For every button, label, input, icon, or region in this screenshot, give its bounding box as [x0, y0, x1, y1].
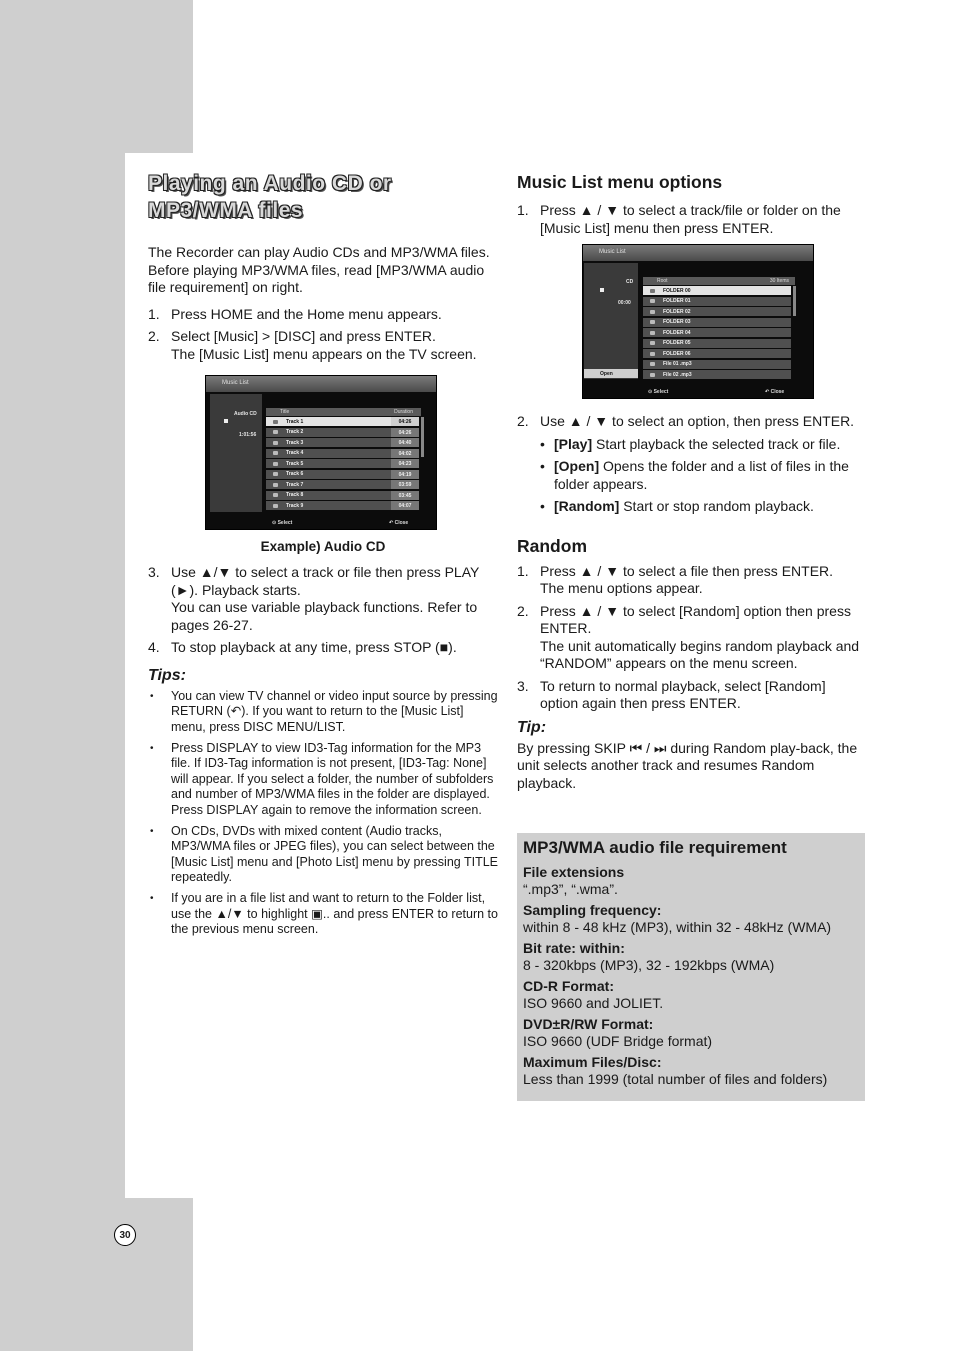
select-hint: ⊙ Select	[272, 520, 293, 526]
disc-label: CD	[626, 279, 634, 285]
page-number: 30	[114, 1224, 136, 1246]
music-list-options-heading: Music List menu options	[517, 172, 723, 192]
track-row[interactable]: Track 9 04:07	[266, 501, 419, 510]
intro-paragraph: The Recorder can play Audio CDs and MP3/WMA files. Before playing MP3/WMA files, read [MP3/WMA audio file requirement] on right.	[148, 244, 490, 295]
folder-row[interactable]: FOLDER 05	[643, 339, 791, 348]
track-icon	[273, 493, 278, 497]
scrollbar[interactable]	[793, 286, 796, 316]
track-icon	[273, 420, 278, 424]
option-item: • [Play] Start playback the selected track or file.	[540, 436, 867, 454]
track-row[interactable]: Track 3 04:40	[266, 438, 419, 447]
tip-item: • Press DISPLAY to view ID3-Tag information for the MP3 file. If ID3-Tag information is not present, [ID3-Tag: None] will appear. If you select a folder, the number of subfolders and number of MP3/WMA files in the folder are displayed. Press DISPLAY again to remove the information screen.	[148, 741, 498, 819]
screen-title: Music List	[583, 245, 813, 261]
screenshot-mp3-list	[582, 244, 814, 399]
track-row[interactable]: Track 6 04:19	[266, 470, 419, 479]
track-icon	[273, 472, 278, 476]
screenshot-audio-cd	[205, 375, 437, 530]
track-row[interactable]: Track 4 04:02	[266, 449, 419, 458]
select-hint: ⊙ Select	[648, 389, 669, 395]
folder-row[interactable]: FOLDER 04	[643, 328, 791, 337]
step-item: 4. To stop playback at any time, press STOP (■).	[148, 639, 457, 655]
left-column	[148, 170, 498, 943]
page-title: Playing an Audio CD or MP3/WMA files	[148, 172, 392, 222]
close-hint: ↶ Close	[389, 520, 409, 526]
scrollbar[interactable]	[421, 417, 424, 457]
folder-icon	[650, 310, 655, 314]
track-row[interactable]: Track 8 03:45	[266, 491, 419, 500]
screen-title: Music List	[206, 376, 436, 392]
tip-item: • You can view TV channel or video input source by pressing RETURN (↶). If you want to return to the [Music List] menu, press DISC MENU/LIST.	[148, 689, 498, 736]
time-readout: 00:00	[618, 300, 631, 306]
options-steps-b	[517, 413, 867, 431]
track-icon	[273, 504, 278, 508]
tip-text: By pressing SKIP ⏮ / ⏭ during Random play-back, the unit selects another track and resumes Random playback.	[517, 739, 858, 791]
random-steps	[517, 563, 867, 713]
file-row[interactable]: File 01 .mp3	[643, 360, 791, 369]
options-list	[540, 436, 867, 516]
step-item: 2. Select [Music] > [DISC] and press ENTER. The [Music List] menu appears on the TV screen.	[148, 328, 477, 362]
folder-row[interactable]: FOLDER 03	[643, 318, 791, 327]
track-row[interactable]: Track 2 04:26	[266, 428, 419, 437]
requirement-item: CD-R Format: ISO 9660 and JOLIET.	[523, 978, 664, 1011]
requirements-box	[517, 833, 865, 1101]
option-item: • [Open] Opens the folder and a list of files in the folder appears.	[540, 458, 867, 493]
file-row[interactable]: File 02 .mp3	[643, 370, 791, 379]
folder-icon	[650, 352, 655, 356]
stop-icon	[224, 419, 228, 423]
requirements-heading: MP3/WMA audio file requirement	[523, 838, 787, 857]
tips-list	[148, 689, 498, 938]
step-item: 3. Use ▲/▼ to select a track or file then press PLAY (►). Playback starts. You can use variable playback functions. Refer to pages 26-27.	[148, 564, 480, 633]
folder-row[interactable]: FOLDER 02	[643, 307, 791, 316]
close-hint: ↶ Close	[765, 389, 785, 395]
step-item: 1. Press HOME and the Home menu appears.	[148, 305, 442, 322]
track-icon	[273, 462, 278, 466]
track-row[interactable]: Track 1 04:26	[266, 417, 419, 426]
tip-item: • On CDs, DVDs with mixed content (Audio tracks, MP3/WMA files or JPEG files), you can select between the [Music List] menu and [Photo List] menu by pressing TITLE repeatedly.	[148, 824, 498, 886]
requirement-item: Sampling frequency: within 8 - 48 kHz (MP3), within 32 - 48kHz (WMA)	[523, 902, 832, 935]
track-icon	[273, 483, 278, 487]
margin-band-left	[0, 153, 125, 1198]
requirement-item: Bit rate: within: 8 - 320kbps (MP3), 32 - 192kbps (WMA)	[523, 940, 775, 973]
screenshot-caption: Example) Audio CD	[260, 539, 386, 554]
folder-row[interactable]: FOLDER 06	[643, 349, 791, 358]
step-item: 3. To return to normal playback, select [Random] option again then press ENTER.	[517, 677, 826, 711]
requirement-item: File extensions “.mp3”, “.wma”.	[523, 864, 625, 897]
options-steps-a	[517, 202, 867, 237]
stop-icon	[600, 288, 604, 292]
track-icon	[273, 451, 278, 455]
folder-icon	[650, 289, 655, 293]
tip-heading: Tip:	[517, 718, 547, 736]
step-item: 1. Press ▲ / ▼ to select a track/file or folder on the [Music List] menu then press ENTER.	[517, 202, 841, 236]
requirement-item: DVD±R/RW Format: ISO 9660 (UDF Bridge format)	[523, 1016, 713, 1049]
margin-band-top	[0, 0, 193, 153]
step-item: 1. Press ▲ / ▼ to select a file then press ENTER. The menu options appear.	[517, 562, 834, 596]
list-header: Title Duration	[266, 408, 421, 416]
margin-band-bottom	[0, 1198, 193, 1351]
folder-row[interactable]: FOLDER 01	[643, 297, 791, 306]
folder-icon	[650, 320, 655, 324]
folder-icon	[650, 331, 655, 335]
steps-list-b	[148, 564, 498, 657]
disc-label: Audio CD	[234, 411, 257, 417]
step-item: 2. Use ▲ / ▼ to select an option, then press ENTER.	[517, 413, 855, 429]
step-item: 2. Press ▲ / ▼ to select [Random] option then press ENTER. The unit automatically begins random playback and “RANDOM” appears on the menu screen.	[517, 602, 860, 671]
tip-item: • If you are in a file list and want to return to the Folder list, use the ▲/▼ to highlight ▣.. and press ENTER to return to the previous menu screen.	[148, 891, 498, 938]
folder-icon	[650, 341, 655, 345]
folder-row[interactable]: FOLDER 00	[643, 286, 791, 295]
file-icon	[650, 362, 655, 366]
list-header: Root 30 Items	[643, 277, 795, 285]
open-button[interactable]: Open	[584, 369, 638, 378]
steps-list-a	[148, 306, 498, 364]
requirement-item: Maximum Files/Disc: Less than 1999 (total number of files and folders)	[523, 1054, 828, 1087]
right-column	[517, 172, 867, 792]
folder-icon	[650, 299, 655, 303]
tips-heading: Tips:	[148, 666, 186, 684]
track-icon	[273, 430, 278, 434]
option-item: • [Random] Start or stop random playback.	[540, 498, 867, 516]
track-icon	[273, 441, 278, 445]
total-time: 1:01:56	[239, 432, 257, 438]
file-icon	[650, 373, 655, 377]
track-row[interactable]: Track 5 04:23	[266, 459, 419, 468]
random-heading: Random	[517, 535, 587, 556]
track-row[interactable]: Track 7 03:59	[266, 480, 419, 489]
